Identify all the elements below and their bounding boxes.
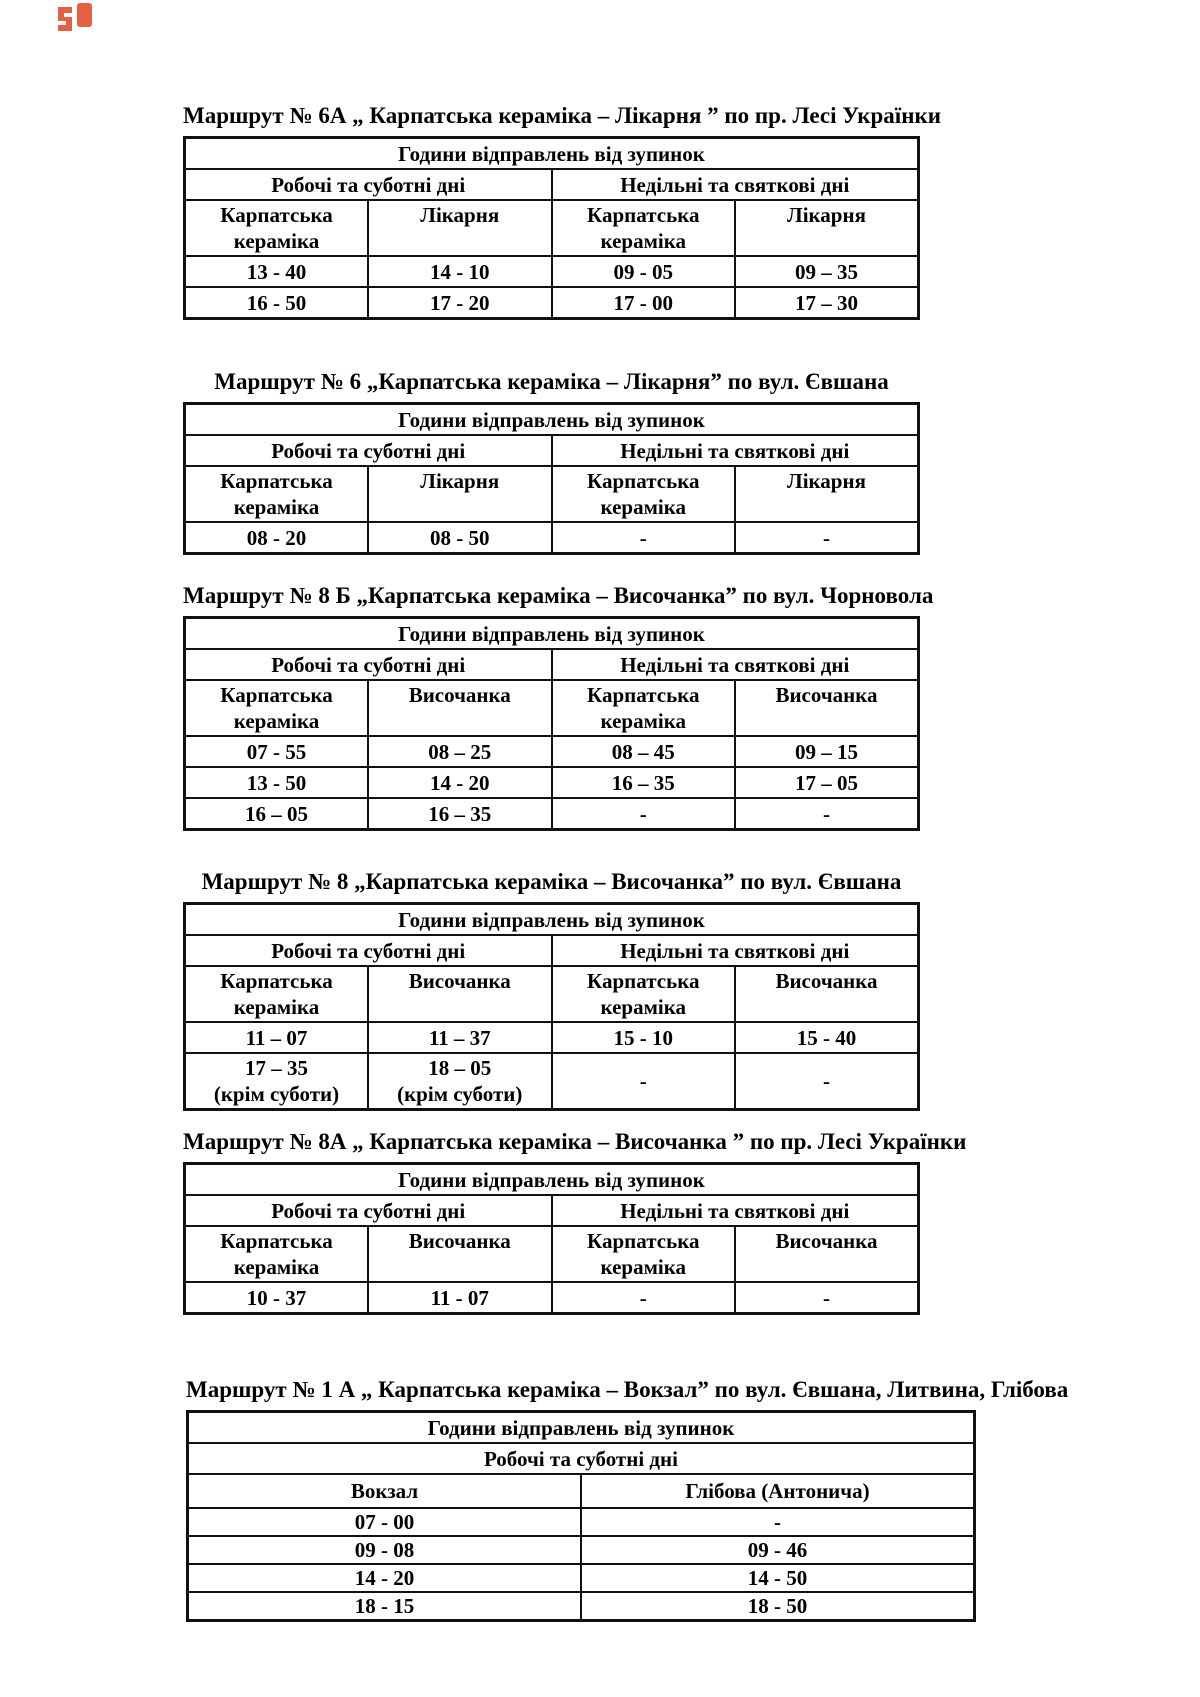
station-line: кераміка xyxy=(600,495,686,519)
station-cell xyxy=(185,680,369,736)
table-row xyxy=(188,1592,975,1621)
station-cell: Лікарня xyxy=(368,466,552,522)
station-line: Карпатська xyxy=(587,203,700,227)
time-cell: 16 - 50 xyxy=(185,287,369,319)
time-cell: 13 - 50 xyxy=(185,767,369,798)
time-cell: - xyxy=(581,1508,975,1536)
time-cell: 08 - 20 xyxy=(185,522,369,554)
time-note: (крім суботи) xyxy=(213,1082,340,1106)
time-cell: 07 - 00 xyxy=(188,1508,582,1536)
schedule-table xyxy=(186,1410,976,1622)
time-cell: 14 - 50 xyxy=(581,1564,975,1592)
station-cell: Лікарня xyxy=(368,200,552,256)
time-cell: 07 - 55 xyxy=(185,736,369,767)
table-row xyxy=(188,1412,975,1444)
table-row xyxy=(185,138,919,170)
time-cell: 15 - 40 xyxy=(735,1022,919,1053)
time-cell: - xyxy=(735,1282,919,1314)
station-cell: Височанка xyxy=(368,680,552,736)
time-cell: - xyxy=(735,522,919,554)
table-row xyxy=(185,966,919,1022)
table-row xyxy=(185,435,919,466)
station-cell xyxy=(552,200,736,256)
table-row xyxy=(185,404,919,436)
time-cell: - xyxy=(552,522,736,554)
time-cell xyxy=(185,1053,369,1110)
time-cell: 17 - 00 xyxy=(552,287,736,319)
station-cell: Вокзал xyxy=(188,1474,582,1508)
route-section-8b xyxy=(183,582,934,831)
table-row xyxy=(185,618,919,650)
time-cell: 11 – 37 xyxy=(368,1022,552,1053)
corner-logo-mark xyxy=(55,2,95,35)
table-row xyxy=(185,1282,919,1314)
time-cell: 08 – 45 xyxy=(552,736,736,767)
time-cell: 17 - 20 xyxy=(368,287,552,319)
workdays-header-cell: Робочі та суботні дні xyxy=(185,649,552,680)
station-cell: Лікарня xyxy=(735,466,919,522)
time-cell: 09 - 08 xyxy=(188,1536,582,1564)
table-row xyxy=(185,798,919,830)
time-cell: 16 – 05 xyxy=(185,798,369,830)
station-cell xyxy=(185,966,369,1022)
sundays-header-cell: Недільні та святкові дні xyxy=(552,435,919,466)
station-line: кераміка xyxy=(600,229,686,253)
station-line: Карпатська xyxy=(587,683,700,707)
station-line: Карпатська xyxy=(587,969,700,993)
route-title: Маршрут № 8 Б „Карпатська кераміка – Височанка” по вул. Чорновола xyxy=(183,583,934,608)
table-row xyxy=(188,1536,975,1564)
time-cell: - xyxy=(735,798,919,830)
table-row xyxy=(185,1226,919,1282)
time-cell: 15 - 10 xyxy=(552,1022,736,1053)
schedule-table xyxy=(183,136,920,320)
time-cell: 16 – 35 xyxy=(552,767,736,798)
station-cell: Лікарня xyxy=(735,200,919,256)
station-line: кераміка xyxy=(600,709,686,733)
route-title: Маршрут № 6 „Карпатська кераміка – Лікарня” по вул. Євшана xyxy=(214,369,889,394)
time-cell: 14 - 20 xyxy=(188,1564,582,1592)
station-cell xyxy=(552,1226,736,1282)
station-cell: Глібова (Антонича) xyxy=(581,1474,975,1508)
time-cell: 09 - 05 xyxy=(552,256,736,287)
station-cell: Височанка xyxy=(368,1226,552,1282)
time-cell: 17 – 30 xyxy=(735,287,919,319)
route-section-8 xyxy=(183,868,920,1111)
table-row xyxy=(185,680,919,736)
time-cell: - xyxy=(552,798,736,830)
station-cell: Височанка xyxy=(368,966,552,1022)
station-line: Карпатська xyxy=(220,1229,333,1253)
logo-icon xyxy=(55,2,95,35)
workdays-header-cell: Робочі та суботні дні xyxy=(185,435,552,466)
station-line: кераміка xyxy=(600,995,686,1019)
schedule-table xyxy=(183,616,920,831)
station-line: Карпатська xyxy=(220,683,333,707)
table-row xyxy=(185,169,919,200)
route-title: Маршрут № 6А „ Карпатська кераміка – Лікарня ” по пр. Лесі Українки xyxy=(183,103,941,128)
time-cell: 11 – 07 xyxy=(185,1022,369,1053)
station-cell: Височанка xyxy=(735,1226,919,1282)
route-section-6 xyxy=(183,368,920,555)
station-line: кераміка xyxy=(233,1255,320,1279)
table-row xyxy=(185,287,919,319)
time-note: (крім суботи) xyxy=(397,1082,523,1106)
time-cell: 18 - 15 xyxy=(188,1592,582,1621)
route-title: Маршрут № 1 А „ Карпатська кераміка – Вокзал” по вул. Євшана, Литвина, Глібова xyxy=(186,1377,1069,1402)
table-row xyxy=(185,1022,919,1053)
sundays-header-cell: Недільні та святкові дні xyxy=(552,1195,919,1226)
schedule-table xyxy=(183,902,920,1111)
station-cell xyxy=(552,680,736,736)
time-cell: 10 - 37 xyxy=(185,1282,369,1314)
time-cell: 09 – 15 xyxy=(735,736,919,767)
table-row xyxy=(185,466,919,522)
time-cell: 18 - 50 xyxy=(581,1592,975,1621)
table-row xyxy=(185,1195,919,1226)
station-line: кераміка xyxy=(233,995,320,1019)
table-row xyxy=(188,1474,975,1508)
station-cell xyxy=(552,466,736,522)
station-line: кераміка xyxy=(600,1255,686,1279)
time-cell: - xyxy=(552,1282,736,1314)
station-line: кераміка xyxy=(233,495,320,519)
time-line: 18 – 05 xyxy=(428,1056,492,1080)
route-section-6a xyxy=(183,102,941,320)
time-cell: 16 – 35 xyxy=(368,798,552,830)
schedule-table xyxy=(183,402,920,555)
table-row xyxy=(188,1508,975,1536)
time-cell: 08 - 50 xyxy=(368,522,552,554)
schedule-table xyxy=(183,1162,920,1315)
hours-header-cell: Години відправлень від зупинок xyxy=(188,1412,975,1444)
station-line: Карпатська xyxy=(220,969,333,993)
table-row xyxy=(185,935,919,966)
station-cell: Височанка xyxy=(735,680,919,736)
workdays-header-cell: Робочі та суботні дні xyxy=(188,1443,975,1474)
hours-header-cell: Години відправлень від зупинок xyxy=(185,404,919,436)
route-section-8a xyxy=(183,1128,967,1315)
station-line: Карпатська xyxy=(587,1229,700,1253)
station-line: кераміка xyxy=(233,709,320,733)
route-title: Маршрут № 8 „Карпатська кераміка – Височанка” по вул. Євшана xyxy=(201,869,902,894)
sundays-header-cell: Недільні та святкові дні xyxy=(552,649,919,680)
time-cell xyxy=(368,1053,552,1110)
sundays-header-cell: Недільні та святкові дні xyxy=(552,169,919,200)
time-cell: 17 – 05 xyxy=(735,767,919,798)
table-row xyxy=(185,256,919,287)
time-cell: 09 – 35 xyxy=(735,256,919,287)
time-cell: 14 - 10 xyxy=(368,256,552,287)
workdays-header-cell: Робочі та суботні дні xyxy=(185,169,552,200)
route-section-1a xyxy=(186,1376,1069,1622)
time-cell: 14 - 20 xyxy=(368,767,552,798)
station-cell xyxy=(552,966,736,1022)
table-row xyxy=(185,904,919,936)
table-row xyxy=(185,522,919,554)
table-row xyxy=(185,736,919,767)
workdays-header-cell: Робочі та суботні дні xyxy=(185,1195,552,1226)
time-cell: 11 - 07 xyxy=(368,1282,552,1314)
station-cell xyxy=(185,200,369,256)
table-row xyxy=(185,1164,919,1196)
workdays-header-cell: Робочі та суботні дні xyxy=(185,935,552,966)
station-cell: Височанка xyxy=(735,966,919,1022)
station-line: Карпатська xyxy=(587,469,700,493)
table-row xyxy=(185,649,919,680)
station-line: Карпатська xyxy=(220,469,333,493)
table-row xyxy=(185,1053,919,1110)
time-line: 17 – 35 xyxy=(245,1056,308,1080)
hours-header-cell: Години відправлень від зупинок xyxy=(185,138,919,170)
table-row xyxy=(185,767,919,798)
hours-header-cell: Години відправлень від зупинок xyxy=(185,904,919,936)
station-line: Карпатська xyxy=(220,203,333,227)
time-cell: - xyxy=(552,1053,736,1110)
station-cell xyxy=(185,466,369,522)
hours-header-cell: Години відправлень від зупинок xyxy=(185,1164,919,1196)
station-line: кераміка xyxy=(233,229,320,253)
time-cell: 13 - 40 xyxy=(185,256,369,287)
station-cell xyxy=(185,1226,369,1282)
table-row xyxy=(188,1564,975,1592)
time-cell: 09 - 46 xyxy=(581,1536,975,1564)
route-title: Маршрут № 8А „ Карпатська кераміка – Височанка ” по пр. Лесі Українки xyxy=(183,1129,967,1154)
sundays-header-cell: Недільні та святкові дні xyxy=(552,935,919,966)
hours-header-cell: Години відправлень від зупинок xyxy=(185,618,919,650)
time-cell: - xyxy=(735,1053,919,1110)
table-row xyxy=(188,1443,975,1474)
time-cell: 08 – 25 xyxy=(368,736,552,767)
table-row xyxy=(185,200,919,256)
